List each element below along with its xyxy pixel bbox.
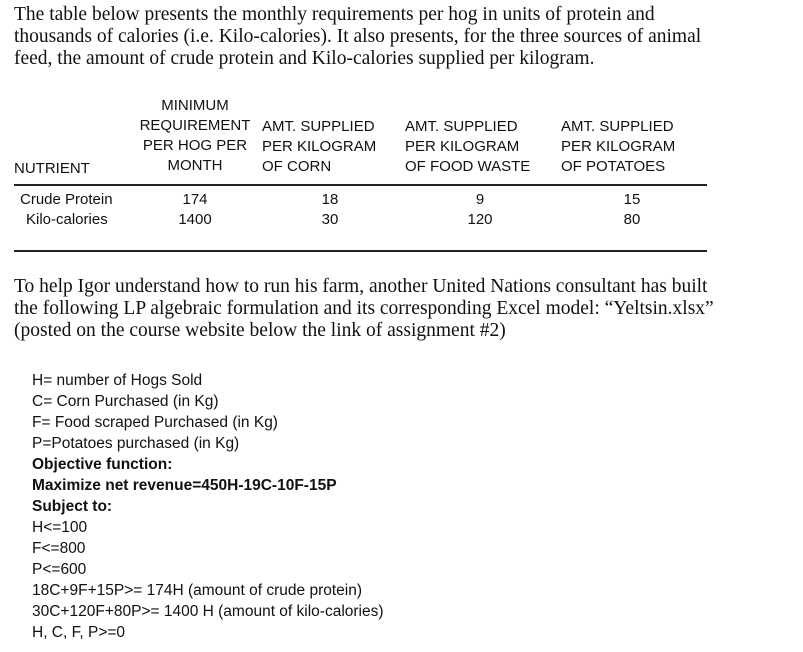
- variable-definition: H= number of Hogs Sold: [32, 372, 203, 389]
- header-corn-line: AMT. SUPPLIED: [262, 118, 375, 135]
- header-corn: [262, 117, 376, 177]
- constraint: H, C, F, P>=0: [32, 624, 126, 641]
- row-minimum: 1400: [178, 211, 212, 228]
- intro-paragraph: [14, 4, 754, 70]
- header-minimum-line: MONTH: [167, 157, 223, 174]
- consultant-line: To help Igor understand how to run his farm, another United Nations consultant has built: [14, 276, 708, 297]
- objective-function: Maximize net revenue=450H-19C-10F-15P: [32, 477, 337, 494]
- header-food-waste-line: OF FOOD WASTE: [405, 158, 531, 175]
- header-potatoes-line: PER KILOGRAM: [561, 138, 676, 155]
- header-minimum-line: MINIMUM: [161, 97, 229, 114]
- consultant-paragraph: [14, 276, 754, 342]
- variable-definition: F= Food scraped Purchased (in Kg): [32, 414, 278, 431]
- row-corn: 30: [321, 211, 339, 228]
- constraint: F<=800: [32, 540, 86, 557]
- consultant-line: (posted on the course website below the link of assignment #2): [14, 320, 506, 341]
- consultant-line: the following LP algebraic formulation and its corresponding Excel model: “Yeltsin.xlsx”: [14, 298, 714, 319]
- constraint: P<=600: [32, 561, 87, 578]
- subject-to-label: Subject to:: [32, 498, 113, 515]
- header-potatoes: [561, 117, 675, 177]
- header-food-waste-line: PER KILOGRAM: [405, 138, 520, 155]
- row-potatoes: 15: [623, 191, 641, 208]
- row-corn: 18: [321, 191, 339, 208]
- header-potatoes-line: AMT. SUPPLIED: [561, 118, 674, 135]
- row-food-waste: 9: [475, 191, 485, 208]
- constraint: 30C+120F+80P>= 1400 H (amount of kilo-calories): [32, 603, 384, 620]
- header-corn-line: PER KILOGRAM: [262, 138, 377, 155]
- header-food-waste-line: AMT. SUPPLIED: [405, 118, 518, 135]
- constraint: H<=100: [32, 519, 88, 536]
- intro-line: The table below presents the monthly requirements per hog in units of protein and: [14, 4, 655, 25]
- constraint: 18C+9F+15P>= 174H (amount of crude protein): [32, 582, 363, 599]
- variable-definition: P=Potatoes purchased (in Kg): [32, 435, 240, 452]
- header-food-waste: [405, 117, 530, 177]
- header-minimum-line: REQUIREMENT: [139, 117, 251, 134]
- row-nutrient: Kilo-calories: [26, 211, 108, 228]
- intro-line: feed, the amount of crude protein and Kilo-calories supplied per kilogram.: [14, 48, 595, 69]
- row-potatoes: 80: [623, 211, 641, 228]
- objective-label: Objective function:: [32, 456, 173, 473]
- lp-formulation: [32, 370, 384, 643]
- header-nutrient: [14, 159, 90, 179]
- header-minimum: [130, 96, 260, 176]
- row-food-waste: 120: [467, 211, 493, 228]
- header-nutrient-text: NUTRIENT: [14, 160, 90, 177]
- header-minimum-line: PER HOG PER: [142, 137, 248, 154]
- table-bottom-rule: [14, 250, 707, 252]
- intro-line: thousands of calories (i.e. Kilo-calories). It also presents, for the three sources of animal: [14, 26, 702, 47]
- header-potatoes-line: OF POTATOES: [561, 158, 666, 175]
- header-corn-line: OF CORN: [262, 158, 332, 175]
- table-header-rule: [14, 184, 707, 186]
- row-minimum: 174: [182, 191, 208, 208]
- row-nutrient: Crude Protein: [20, 191, 113, 208]
- variable-definition: C= Corn Purchased (in Kg): [32, 393, 219, 410]
